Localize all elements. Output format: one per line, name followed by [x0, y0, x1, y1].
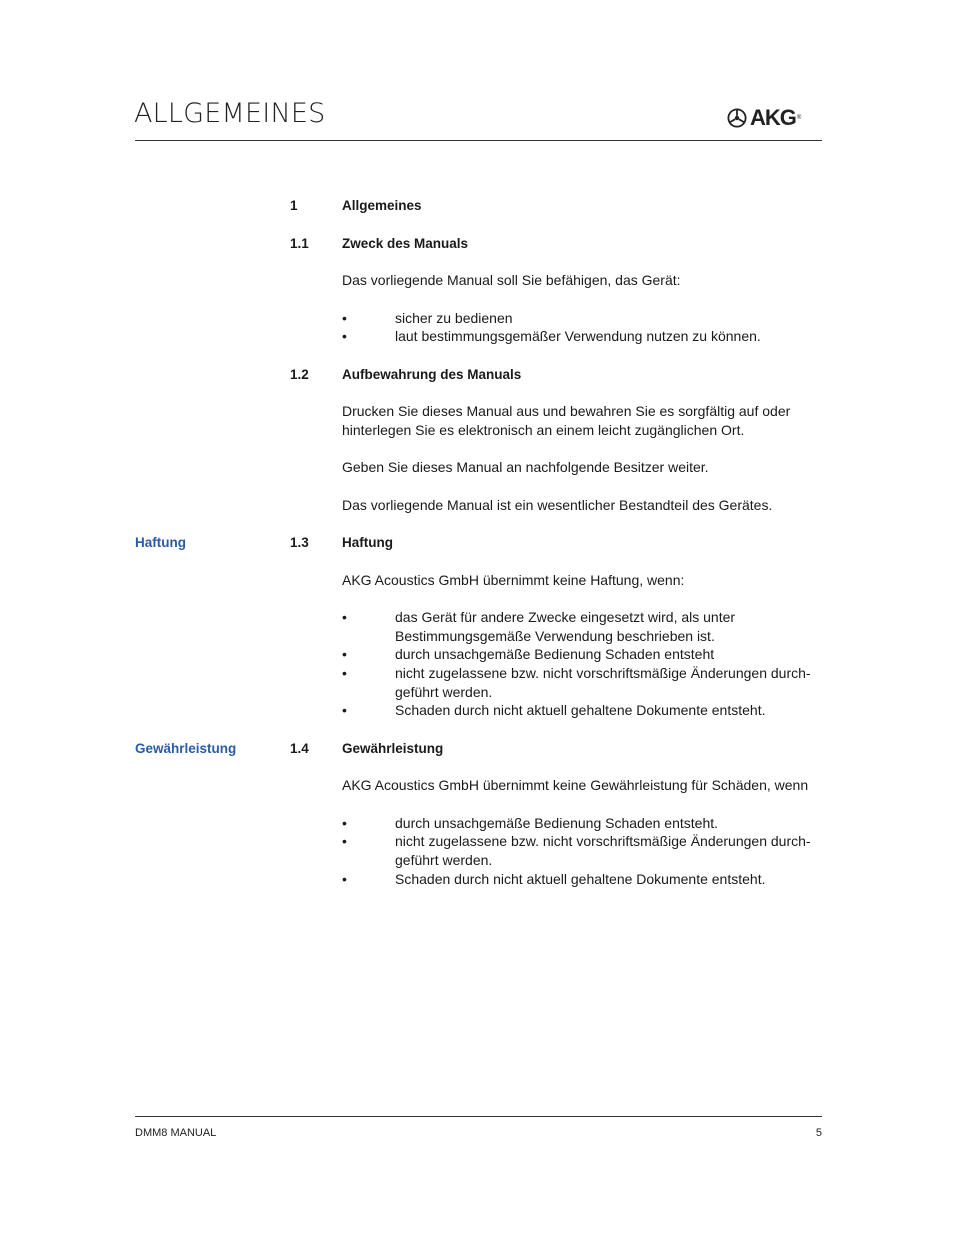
akg-logo-text: AKG	[750, 105, 796, 130]
list-item: nicht zugelassene bzw. nicht vorschriftsmäßige Änderungen durch-geführt werden.	[395, 833, 811, 868]
bullet-icon: •	[342, 702, 347, 718]
paragraph: AKG Acoustics GmbH übernimmt keine Gewährleistung für Schäden, wenn	[342, 777, 809, 793]
paragraph: Das vorliegende Manual ist ein wesentlicher Bestandteil des Gerätes.	[342, 497, 773, 513]
list-item: durch unsachgemäße Bedienung Schaden entsteht	[395, 646, 715, 662]
paragraph: Drucken Sie dieses Manual aus und bewahren Sie es sorgfältig auf oder hinterlegen Sie es elektronisch an einem leicht zugänglichen Ort.	[342, 403, 791, 438]
bullet-icon: •	[342, 328, 347, 344]
paragraph: AKG Acoustics GmbH übernimmt keine Haftung, wenn:	[342, 572, 685, 588]
header-divider	[135, 140, 822, 141]
list-item: Schaden durch nicht aktuell gehaltene Dokumente entsteht.	[395, 871, 766, 887]
list-item: sicher zu bedienen	[395, 310, 513, 326]
list-item: Schaden durch nicht aktuell gehaltene Dokumente entsteht.	[395, 702, 766, 718]
akg-emblem-icon	[727, 108, 747, 128]
trademark-mark: ®	[796, 115, 802, 121]
list-item: laut bestimmungsgemäßer Verwendung nutzen zu können.	[395, 328, 761, 344]
footer-manual-name: DMM8 MANUAL	[135, 1127, 217, 1139]
section-number: 1.3	[290, 535, 309, 550]
side-label-gewaehrleistung: Gewährleistung	[135, 741, 237, 756]
bullet-icon: •	[342, 871, 347, 887]
bullet-icon: •	[342, 665, 347, 681]
paragraph: Geben Sie dieses Manual an nachfolgende Besitzer weiter.	[342, 459, 709, 475]
bullet-icon: •	[342, 310, 347, 326]
section-heading: Haftung	[342, 535, 393, 550]
section-number: 1.2	[290, 367, 309, 382]
section-heading: Zweck des Manuals	[342, 236, 469, 251]
akg-logo	[727, 107, 823, 129]
bullet-icon: •	[342, 609, 347, 625]
bullet-icon: •	[342, 646, 347, 662]
footer-divider	[135, 1116, 822, 1117]
section-number: 1.1	[290, 236, 309, 251]
paragraph: Das vorliegende Manual soll Sie befähigen, das Gerät:	[342, 272, 681, 288]
bullet-icon: •	[342, 833, 347, 849]
section-number: 1	[290, 198, 298, 213]
bullet-icon: •	[342, 815, 347, 831]
section-heading: Aufbewahrung des Manuals	[342, 367, 522, 382]
list-item: nicht zugelassene bzw. nicht vorschriftsmäßige Änderungen durch-geführt werden.	[395, 665, 811, 700]
section-heading: Allgemeines	[342, 198, 422, 213]
list-item: durch unsachgemäße Bedienung Schaden entsteht.	[395, 815, 719, 831]
side-label-haftung: Haftung	[135, 535, 186, 550]
page-number: 5	[815, 1127, 822, 1139]
list-item: das Gerät für andere Zwecke eingesetzt wird, als unter Bestimmungsgemäße Verwendung beschrieben ist.	[395, 609, 736, 644]
section-number: 1.4	[290, 741, 309, 756]
section-heading: Gewährleistung	[342, 741, 444, 756]
page-title: ALLGEMEINES	[134, 98, 326, 129]
